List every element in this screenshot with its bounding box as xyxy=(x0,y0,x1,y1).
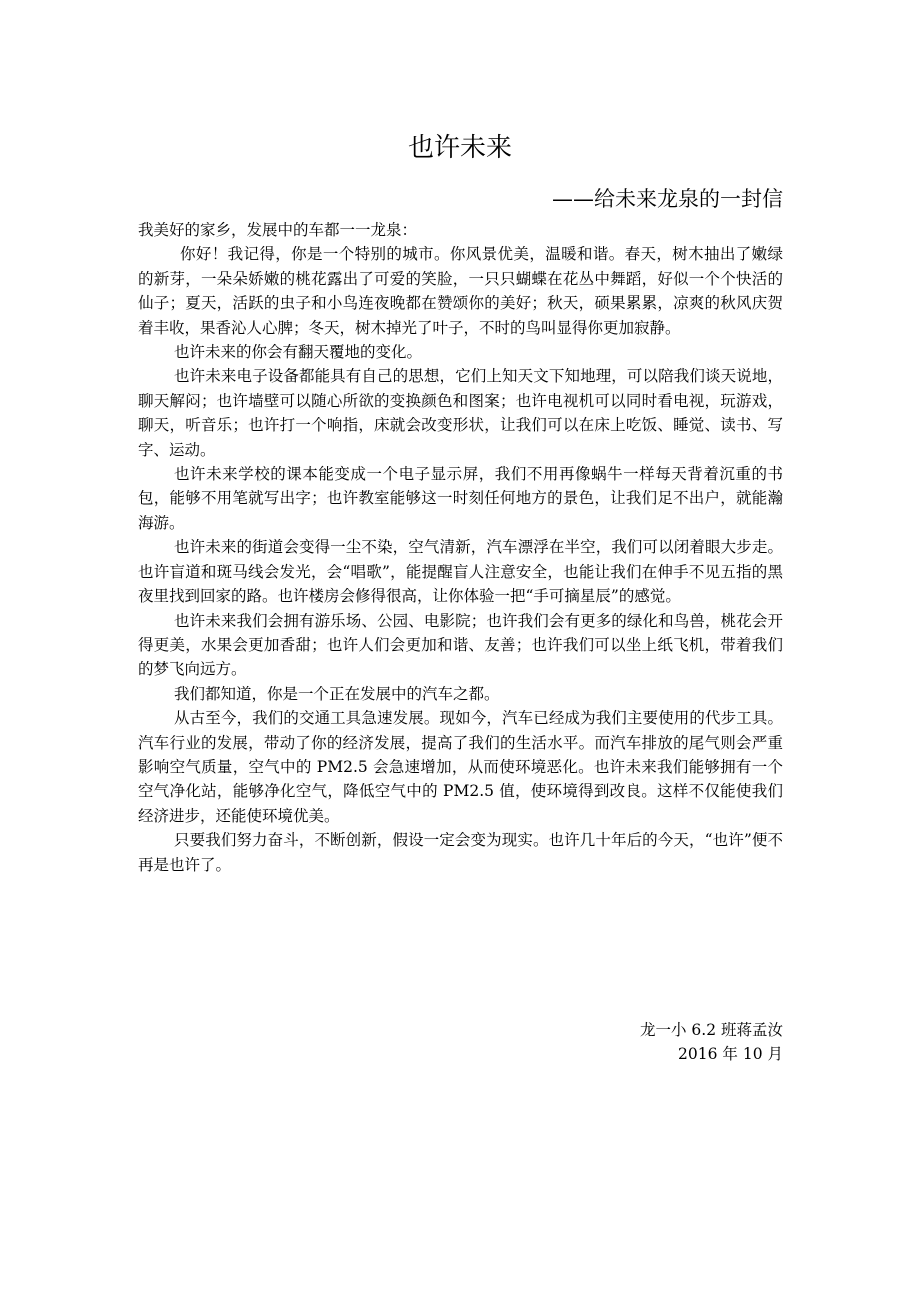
paragraph-6: 也许未来我们会拥有游乐场、公园、电影院；也许我们会有更多的绿化和鸟兽，桃花会开得更美，水果会更加香甜；也许人们会更加和谐、友善；也许我们可以坐上纸飞机，带着我们的梦飞向远方。 xyxy=(138,611,783,679)
letter-body xyxy=(138,218,783,877)
paragraph-1: 你好！我记得，你是一个特别的城市。你风景优美，温暖和谐。春天，树木抽出了嫩绿的新芽，一朵朵娇嫩的桃花露出了可爱的笑脸，一只只蝴蝶在花丛中舞蹈，好似一个个快活的仙子；夏天，活跃的虫子和小鸟连夜晚都在赞颂你的美好；秋天，硕果累累，凉爽的秋风庆贺着丰收，果香沁人心脾；冬天，树木掉光了叶子，不时的鸟叫显得你更加寂静。 xyxy=(138,245,783,337)
paragraph-5: 也许未来的街道会变得一尘不染，空气清新，汽车漂浮在半空，我们可以闭着眼大步走。也许盲道和斑马线会发光，会“唱歌”，能提醒盲人注意安全，也能让我们在伸手不见五指的黑夜里找到回家的路。也许楼房会修得很高，让你体验一把“手可摘星辰”的感觉。 xyxy=(138,538,783,606)
signature-block xyxy=(640,1018,783,1066)
paragraph-2: 也许未来的你会有翻天覆地的变化。 xyxy=(174,343,423,362)
paragraph-9: 只要我们努力奋斗，不断创新，假设一定会变为现实。也许几十年后的今天，“也许”便不再是也许了。 xyxy=(138,831,783,874)
paragraph-3: 也许未来电子设备都能具有自己的思想，它们上知天文下知地理，可以陪我们谈天说地，聊天解闷；也许墙壁可以随心所欲的变换颜色和图案；也许电视机可以同时看电视，玩游戏，聊天，听音乐；也许打一个响指，床就会改变形状，让我们可以在床上吃饭、睡觉、读书、写字、运动。 xyxy=(138,367,783,459)
paragraph-4: 也许未来学校的课本能变成一个电子显示屏，我们不用再像蜗牛一样每天背着沉重的书包，能够不用笔就写出字；也许教室能够这一时刻任何地方的景色，让我们足不出户，就能瀚海游。 xyxy=(138,465,783,532)
paragraph-8: 从古至今，我们的交通工具急速发展。现如今，汽车已经成为我们主要使用的代步工具。汽车行业的发展，带动了你的经济发展，提高了我们的生活水平。而汽车排放的尾气则会严重影响空气质量，空气中的 PM2.5 会急速增加，从而使环境恶化。也许未来我们能够拥有一个空气净化站，能够净化空气，降低空气中的 PM2.5 值，使环境得到改良。这样不仅能使我们经济进步，还能使环境优美。 xyxy=(138,709,783,825)
signature-date: 2016 年 10 月 xyxy=(678,1045,783,1063)
letter-greeting: 我美好的家乡，发展中的车都一一龙泉： xyxy=(138,221,418,239)
paragraph-7: 我们都知道，你是一个正在发展中的汽车之都。 xyxy=(174,684,500,703)
signature-author: 龙一小 6.2 班蒋孟汝 xyxy=(639,1021,783,1039)
page-subtitle: ——给未来龙泉的一封信 xyxy=(552,187,783,211)
page-title: 也许未来 xyxy=(407,133,512,163)
